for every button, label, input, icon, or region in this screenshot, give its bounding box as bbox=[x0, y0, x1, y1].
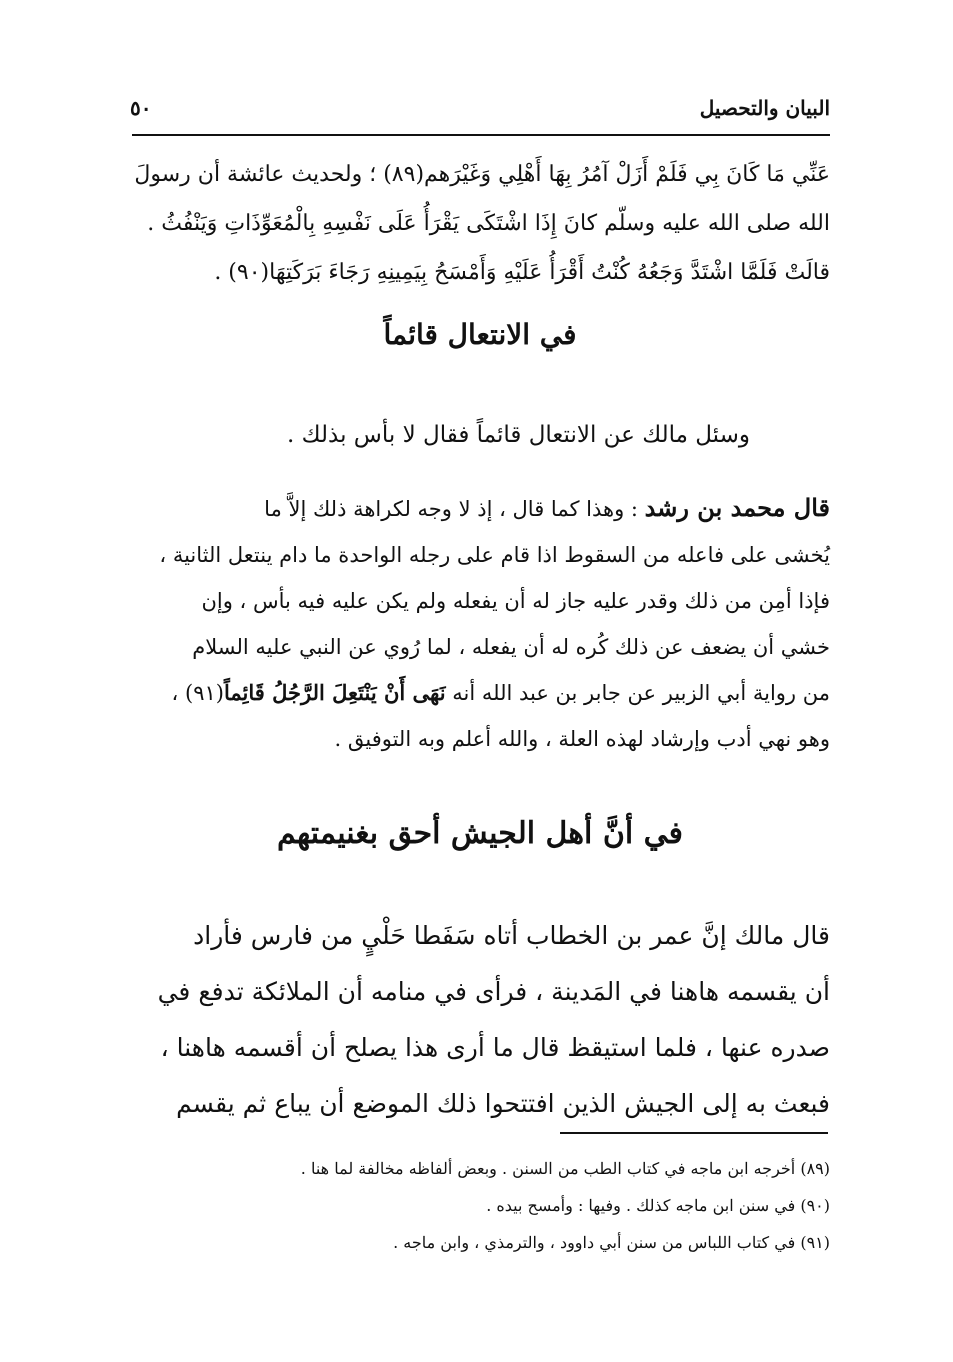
text-line: وهو نهي أدب وإرشاد لهذه العلة ، والله أعلم وبه التوفيق . bbox=[334, 727, 830, 751]
section-heading-sandals: في الانتعال قائماً bbox=[383, 318, 577, 351]
running-header bbox=[130, 88, 830, 128]
text-run: : وهذا كما قال ، إذ لا وجه لكراهة ذلك إلاَّ ما bbox=[264, 497, 645, 521]
hadith-quote: نَهَى أَنْ يَنْتَعِلَ الرَّجُلُ قَائِماً bbox=[223, 680, 446, 705]
text-line bbox=[130, 670, 830, 716]
footnote-89: (٨٩) أخرجه ابن ماجه في كتاب الطب من السنن . وبعض ألفاظه مخالفة لما هنا . bbox=[300, 1159, 830, 1178]
commentator-name: قال محمد بن رشد bbox=[644, 493, 830, 522]
text-line: صدره عنها ، فلما استيقظ قال ما أرى هذا يصلح أن أقسمه هاهنا ، bbox=[160, 1033, 830, 1062]
footnote-rule bbox=[560, 1132, 828, 1134]
footnote-91: (٩١) في كتاب اللباس من سنن أبي داوود ، والترمذي ، وابن ماجه . bbox=[393, 1233, 830, 1252]
text-line: فبعث به إلى الجيش الذين افتتحوا ذلك الموضع أن يباع ثم يقسم bbox=[176, 1089, 830, 1118]
text-line: قالَتْ فَلَمَّا اشْتَدَّ وَجَعُهُ كُنْتُ أَقْرَأُ عَلَيْهِ وَأَمْسَحُ بِيَمِينِهِ رَجَاءَ بَرَكَتِهَا(٩٠) . bbox=[214, 260, 830, 285]
text-run: من رواية أبي الزبير عن جابر بن عبد الله أنه bbox=[445, 681, 830, 705]
footnotes bbox=[130, 1150, 830, 1261]
text-line: أن يقسمه هاهنا في المَدينة ، فرأى في منامه أن الملائكة تدفع في bbox=[157, 977, 830, 1006]
footnote-90: (٩٠) في سنن ابن ماجه كذلك . وفيها : وأمسح بيده . bbox=[486, 1196, 830, 1215]
text-line: قال مالك إنَّ عمر بن الخطاب أتاه سَفَطا حَلْيٍ من فارس فأراد bbox=[193, 921, 830, 950]
text-line: الله صلى الله عليه وسلّم كانَ إِذَا اشْتَكَى يَقْرَأُ عَلَى نَفْسِهِ بِالْمُعَوِّذَاتِ وَيَنْفُثُ . bbox=[147, 211, 830, 236]
text-line bbox=[130, 485, 830, 532]
paragraph-malik-question: وسئل مالك عن الانتعال قائماً فقال لا بأس بذلك . bbox=[287, 422, 750, 448]
book-title: البيان والتحصيل bbox=[699, 96, 830, 120]
text-line: خشي أن يضعف عن ذلك كُره له أن يفعله ، لما رُوي عن النبي عليه السلام bbox=[192, 635, 830, 659]
text-line: يُخشى على فاعله من السقوط اذا قام على رجله الواحدة ما دام ينتعل الثانية ، bbox=[159, 543, 830, 567]
header-rule bbox=[132, 134, 830, 136]
text-line: عَنِّي مَا كَانَ بِي فَلَمْ أَزَلْ آمُرُ بِهَا أَهْلِي وَغَيْرَهم(٨٩) ؛ ولحديث عائشة أن رسولَ bbox=[134, 162, 830, 187]
footnote-ref: (٩١) ، bbox=[171, 681, 224, 705]
text-line: فإذا أمِن من ذلك وقدر عليه جاز له أن يفعله ولم يكن عليه فيه بأس ، وإن bbox=[201, 589, 830, 613]
section-heading-army-spoils: في أنَّ أهل الجيش أحق بغنيمتهم bbox=[277, 816, 683, 851]
page-number: ٥٠ bbox=[130, 96, 152, 120]
paragraph-ibn-rushd bbox=[130, 485, 830, 762]
paragraph-umar-report bbox=[130, 908, 830, 1132]
paragraph-hadith-aisha bbox=[130, 150, 830, 297]
